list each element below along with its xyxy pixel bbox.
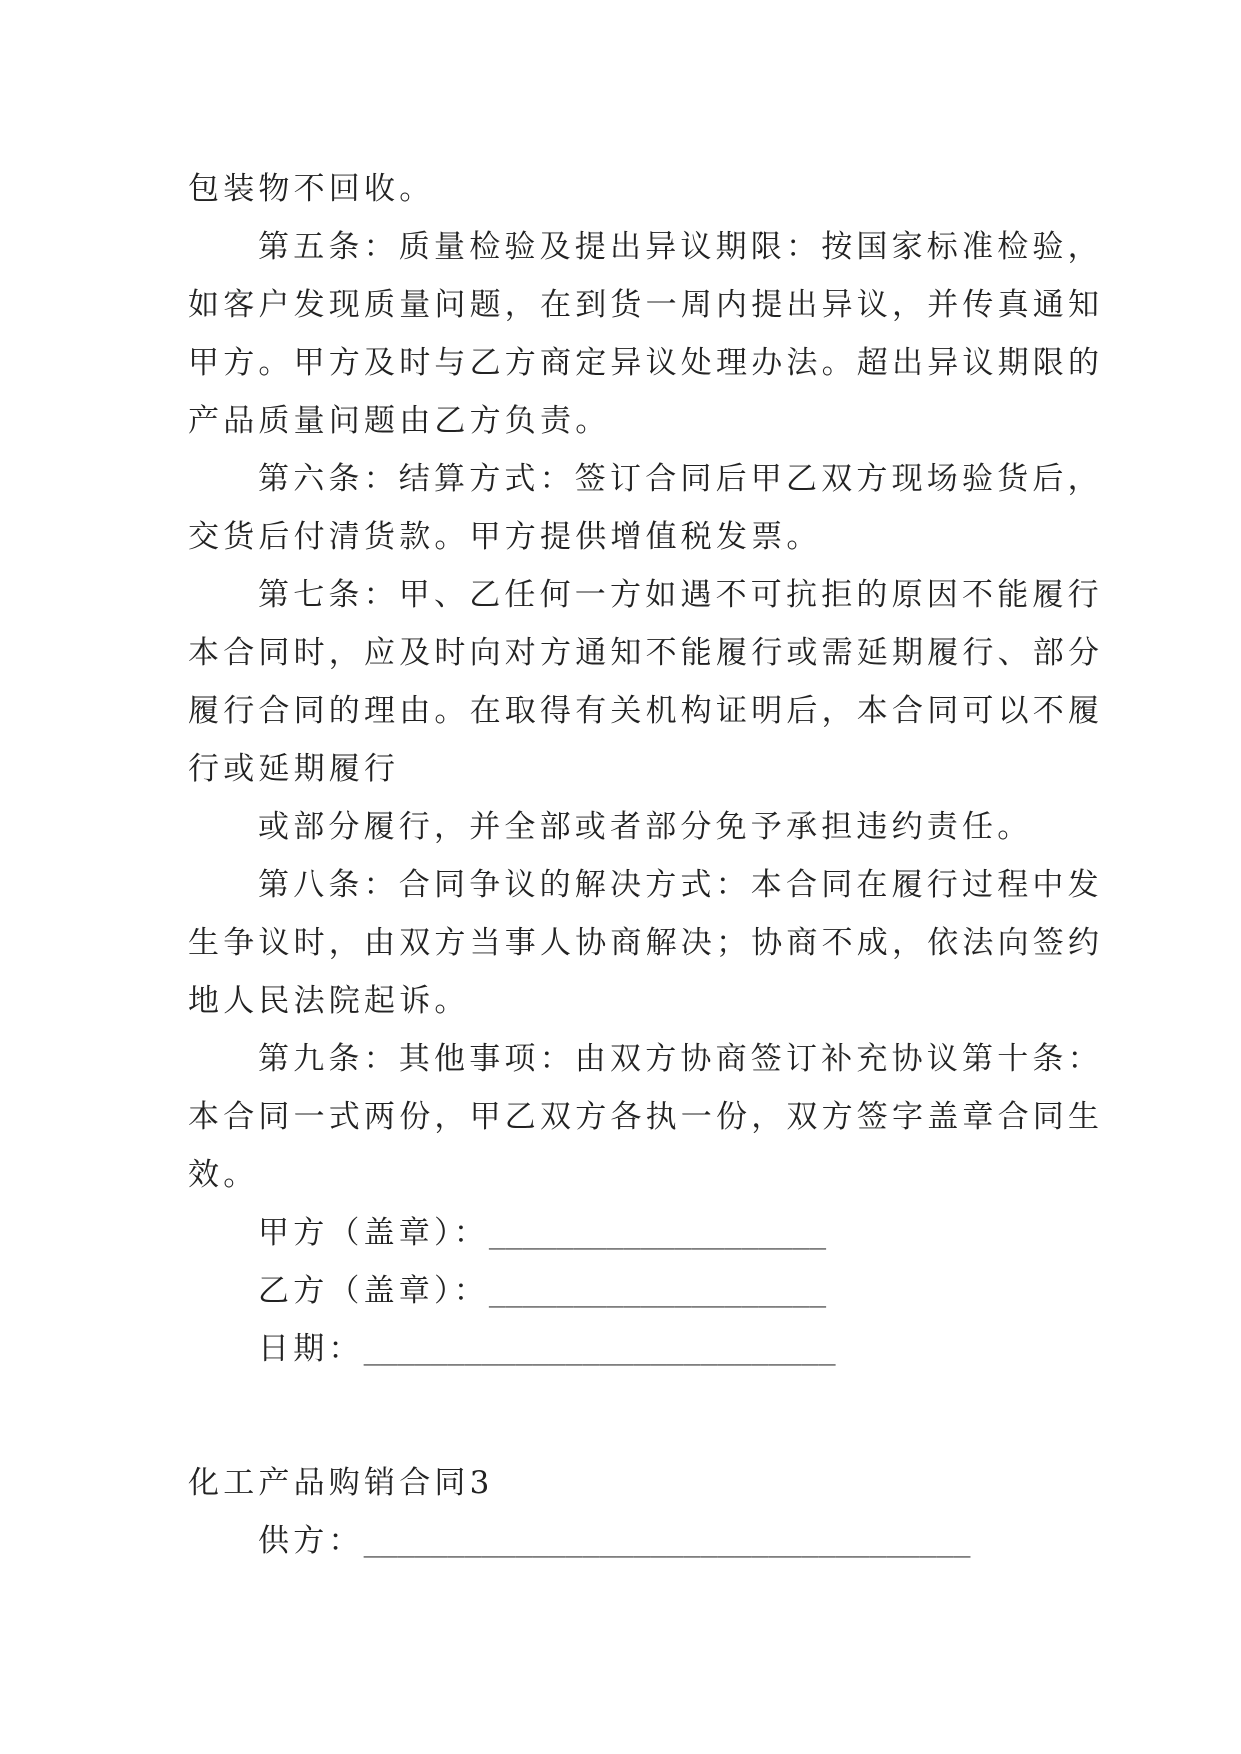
party-b-label: 乙方（盖章）： xyxy=(258,1273,489,1309)
supplier-line xyxy=(188,1512,1068,1570)
text-line: 第八条：合同争议的解决方式：本合同在履行过程中发 xyxy=(258,867,1103,903)
party-a-label: 甲方（盖章）： xyxy=(258,1215,489,1251)
text-line: 或部分履行，并全部或者部分免予承担违约责任。 xyxy=(258,809,1033,845)
text-line: 地人民法院起诉。 xyxy=(188,983,470,1019)
text-line: 效。 xyxy=(188,1157,259,1193)
text-line: 如客户发现质量问题，在到货一周内提出异议，并传真通知 xyxy=(188,287,1104,323)
date-label: 日期： xyxy=(258,1331,364,1367)
date-blank: ____________________________ xyxy=(363,1333,836,1366)
party-b-signature-line xyxy=(188,1262,1068,1320)
text-line: 履行合同的理由。在取得有关机构证明后，本合同可以不履 xyxy=(188,693,1104,729)
next-contract-title: 化工产品购销合同3 xyxy=(188,1465,494,1501)
date-signature-line xyxy=(188,1320,1068,1378)
party-a-signature-line xyxy=(188,1204,1068,1262)
supplier-label: 供方： xyxy=(258,1523,364,1559)
text-line: 产品质量问题由乙方负责。 xyxy=(188,403,611,439)
text-line: 第六条：结算方式：签订合同后甲乙双方现场验货后， xyxy=(258,461,1103,497)
text-line: 生争议时，由双方当事人协商解决；协商不成，依法向签约 xyxy=(188,925,1104,961)
text-line: 第九条：其他事项：由双方协商签订补充协议第十条： xyxy=(258,1041,1103,1077)
text-line: 交货后付清货款。甲方提供增值税发票。 xyxy=(188,519,822,555)
supplier-blank: ____________________________________ xyxy=(363,1525,971,1558)
text-line: 甲方。甲方及时与乙方商定异议处理办法。超出异议期限的 xyxy=(188,345,1104,381)
text-line: 包装物不回收。 xyxy=(188,171,435,207)
document-body xyxy=(188,160,1104,1570)
party-a-blank: ____________________ xyxy=(488,1217,827,1250)
text-line: 行或延期履行 xyxy=(188,751,400,787)
text-line: 本合同一式两份，甲乙双方各执一份，双方签字盖章合同生 xyxy=(188,1099,1104,1135)
text-line: 本合同时，应及时向对方通知不能履行或需延期履行、部分 xyxy=(188,635,1104,671)
party-b-blank: ____________________ xyxy=(488,1275,827,1308)
text-line: 第五条：质量检验及提出异议期限：按国家标准检验， xyxy=(258,229,1103,265)
contract-text xyxy=(188,160,1104,1204)
section-gap xyxy=(188,1378,1068,1454)
text-line: 第七条：甲、乙任何一方如遇不可抗拒的原因不能履行 xyxy=(258,577,1103,613)
